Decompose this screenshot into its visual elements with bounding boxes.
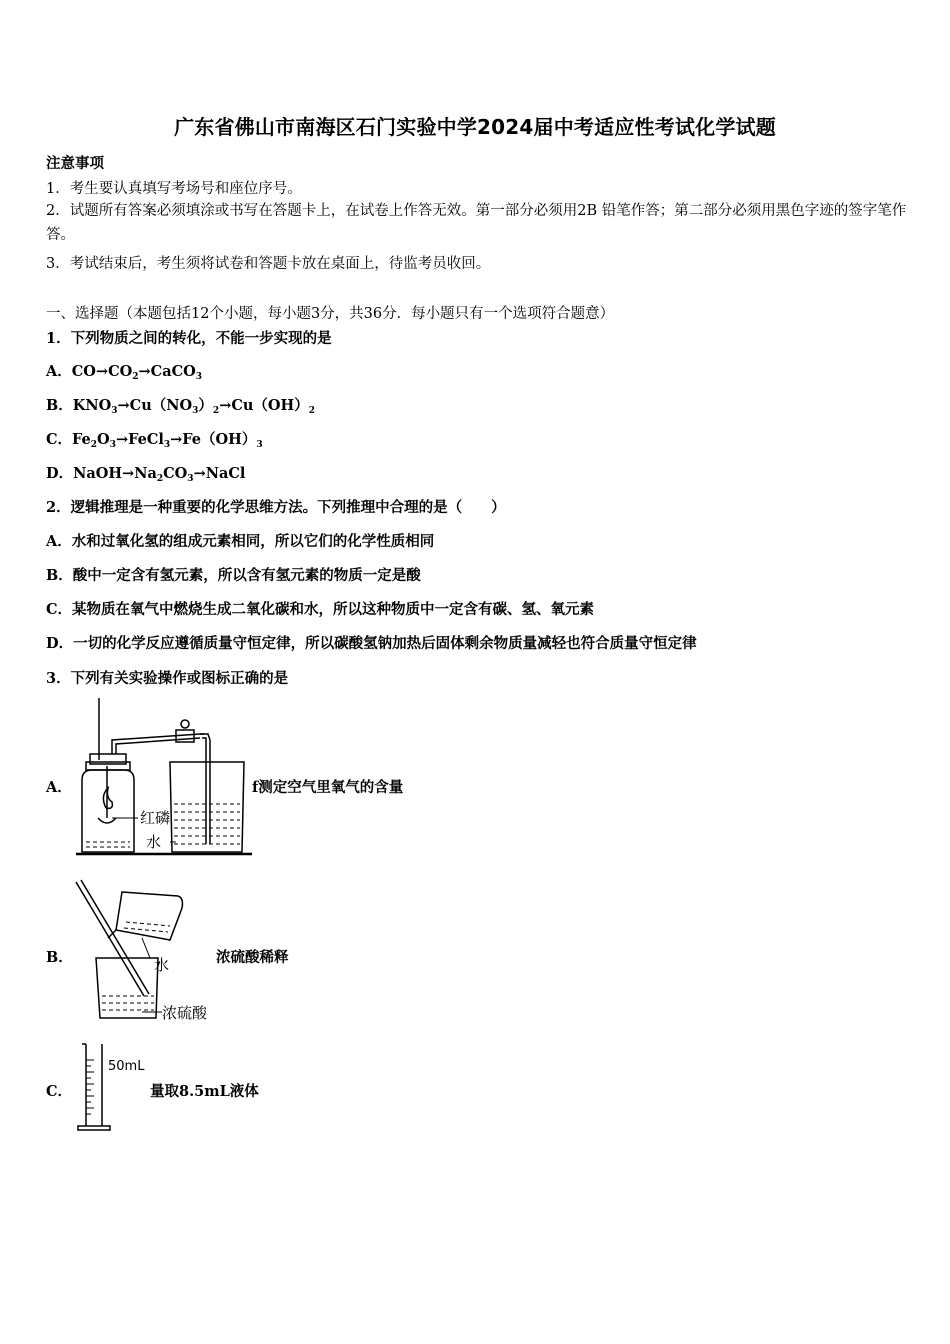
graduated-cylinder xyxy=(72,1040,162,1136)
figure-label-water: 水 xyxy=(154,956,170,974)
question-3-stem: 3．下列有关实验操作或图标正确的是 xyxy=(46,670,289,687)
figure-label-water: 水 xyxy=(146,833,162,851)
section-heading: 一、选择题（本题包括12个小题，每小题3分，共36分．每小题只有一个选项符合题意） xyxy=(46,306,615,322)
figure-label-concentrated-sulfuric-acid: 浓硫酸 xyxy=(162,1004,208,1022)
question-2-option-d: D．一切的化学反应遵循质量守恒定律，所以碳酸氢钠加热后固体剩余物质量减轻也符合质量守恒定律 xyxy=(46,635,697,652)
question-1-option-c: C．$Fe_2O_3\to FeCl_3\to Fe(OH)_3$ xyxy=(46,431,263,450)
question-2-option-b: B．酸中一定含有氢元素，所以含有氢元素的物质一定是酸 xyxy=(46,567,421,584)
acid-dilution-apparatus xyxy=(70,878,230,1028)
figure-label-red-phosphorus: 红磷 xyxy=(140,809,171,827)
notice-heading: 注意事项 xyxy=(46,155,104,172)
oxygen-measurement-apparatus xyxy=(72,696,257,860)
notice-item: 3．考试结束后，考生须将试卷和答题卡放在桌面上，待监考员收回。 xyxy=(46,256,491,272)
notice-item: 1．考生要认真填写考场号和座位序号。 xyxy=(46,181,302,197)
question-3-option-a-caption: f测定空气里氧气的含量 xyxy=(252,779,404,796)
question-3-option-b-caption: 浓硫酸稀释 xyxy=(216,949,289,966)
question-3-option-c-caption: 量取8.5mL液体 xyxy=(150,1083,259,1100)
page-title: 广东省佛山市南海区石门实验中学2024届中考适应性考试化学试题 xyxy=(174,115,776,139)
question-2-option-a: A．水和过氧化氢的组成元素相同，所以它们的化学性质相同 xyxy=(46,533,435,550)
question-1-option-d: D．$NaOH\to Na_2CO_3\to NaCl$ xyxy=(46,465,246,484)
question-1-option-b: B．$KNO_3\to Cu(NO_3)_2\to Cu(OH)_2$ xyxy=(46,397,316,416)
figure-label-capacity: 50mL xyxy=(108,1059,145,1074)
notice-item: 2．试题所有答案必须填涂或书写在答题卡上，在试卷上作答无效。第一部分必须用2B 铅笔作答；第二部分必须用黑色字迹的签字笔作答。 xyxy=(46,203,907,243)
question-2-stem: 2．逻辑推理是一种重要的化学思维方法。下列推理中合理的是（ ） xyxy=(46,499,506,516)
question-3-option-a-label: A． xyxy=(46,779,72,796)
question-1-stem: 1．下列物质之间的转化，不能一步实现的是 xyxy=(46,330,332,347)
question-2-option-c: C．某物质在氧气中燃烧生成二氧化碳和水，所以这种物质中一定含有碳、氢、氧元素 xyxy=(46,601,595,618)
question-3-option-b-label: B． xyxy=(46,949,73,966)
question-1-option-a: A．$CO\to CO_2\to CaCO_3$ xyxy=(46,363,203,382)
question-3-option-c-label: C． xyxy=(46,1083,73,1100)
